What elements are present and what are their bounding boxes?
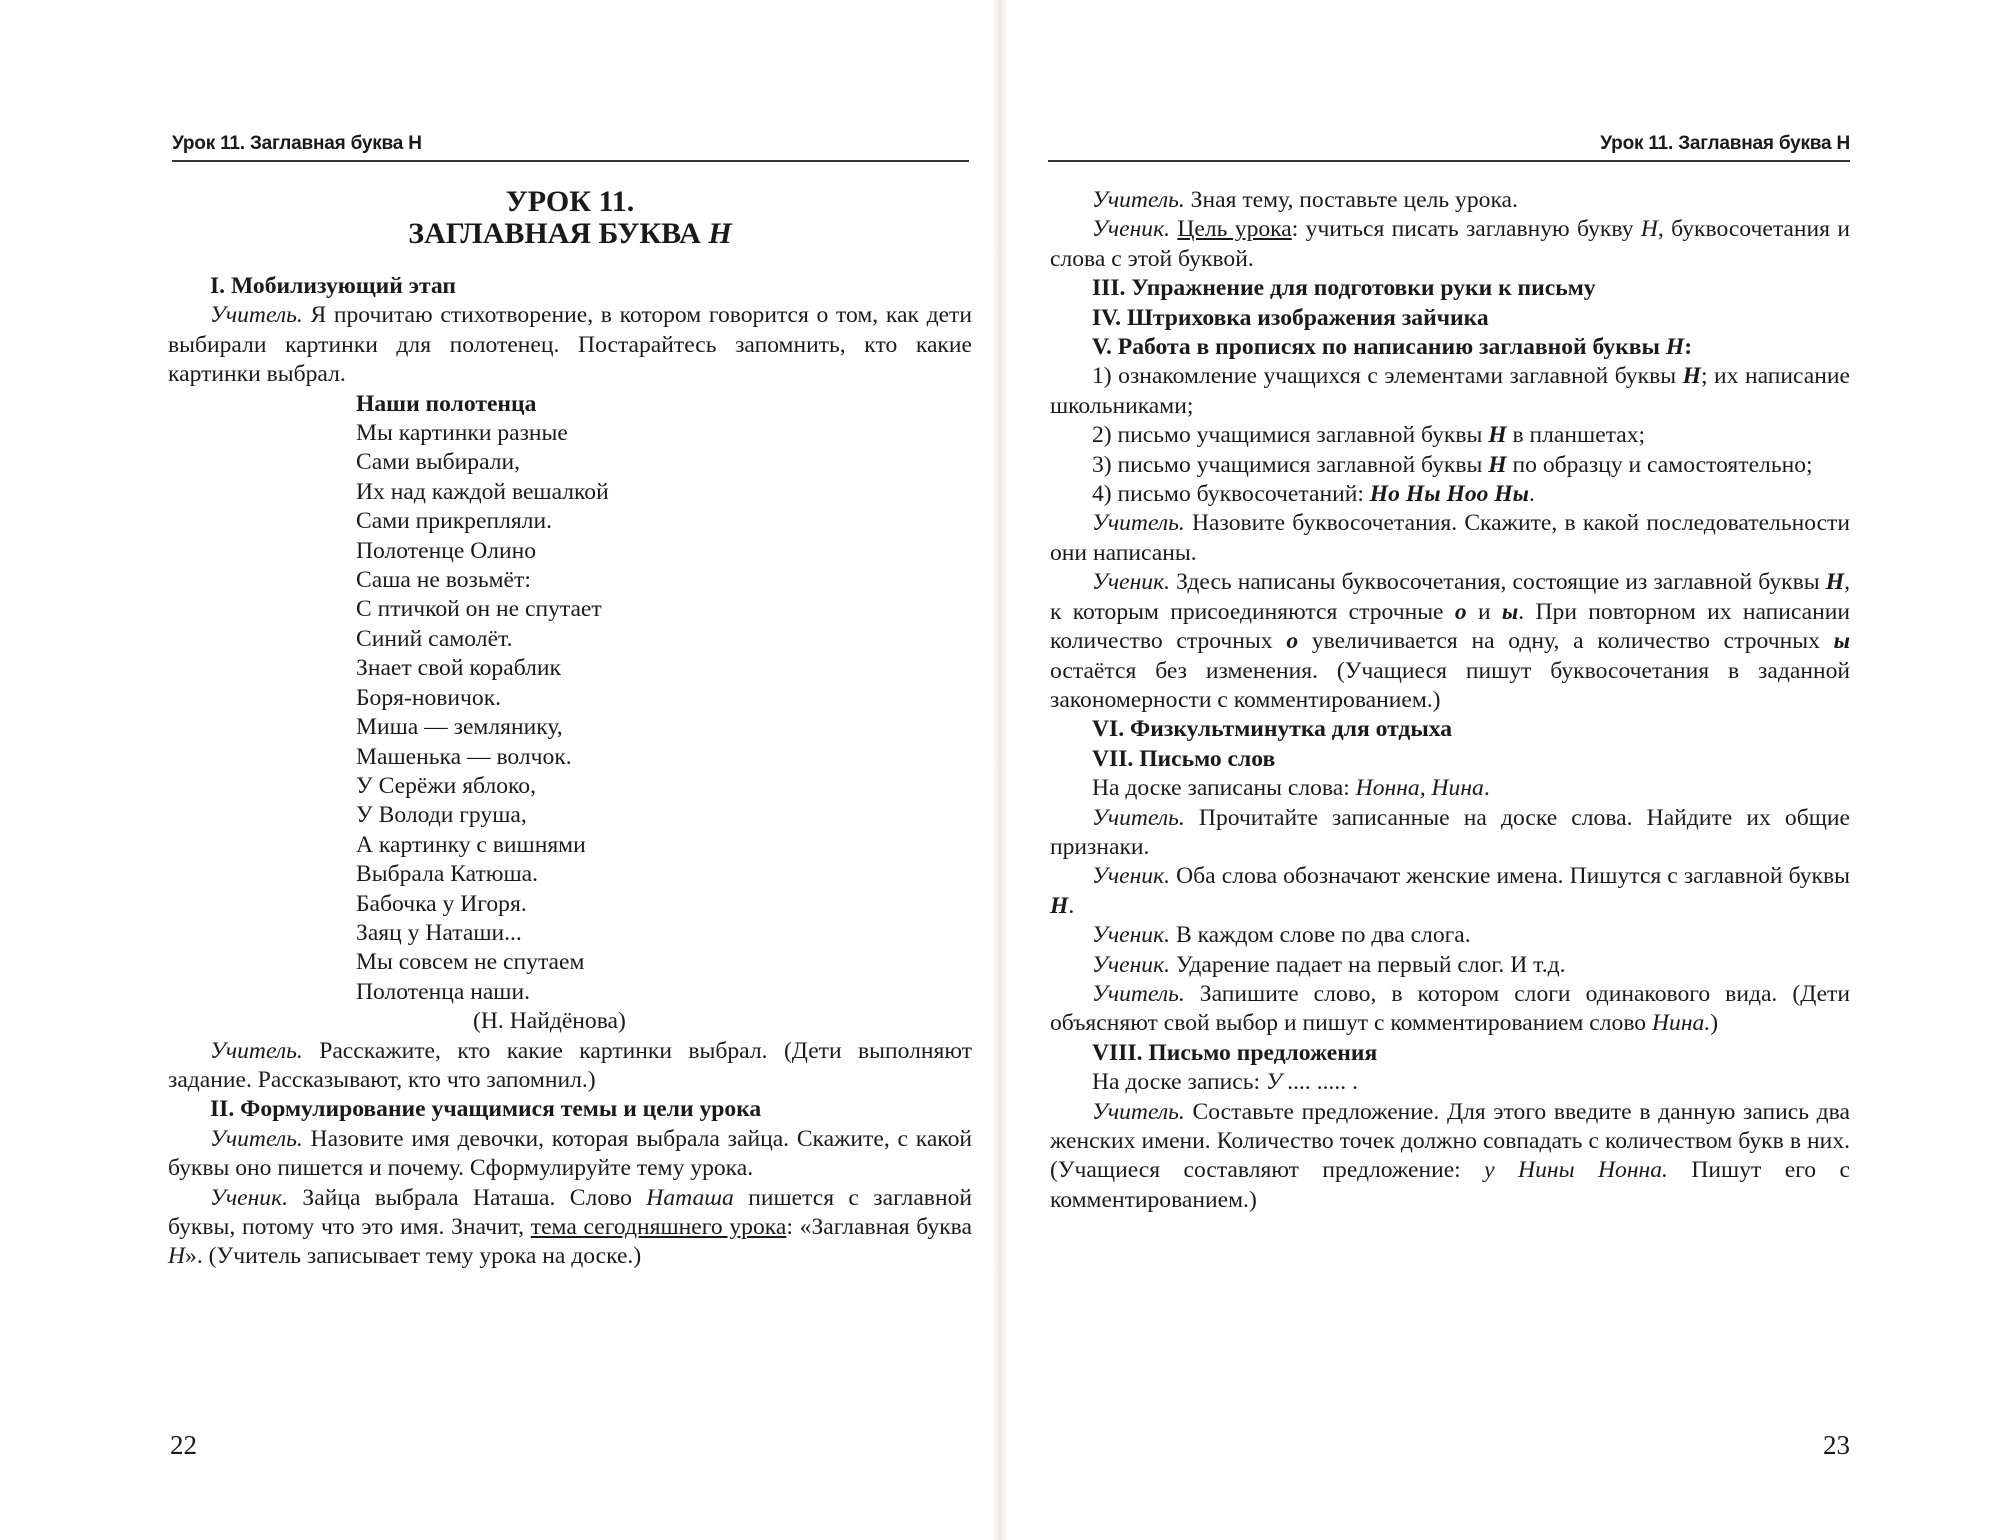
left-body	[168, 186, 972, 1272]
underlined-phrase: Цель урока	[1177, 216, 1292, 243]
poem-line: Полотенца наши.	[356, 978, 530, 1005]
section-heading-2: II. Формулирование учащимися темы и цели урока	[210, 1096, 762, 1123]
poem-line: Миша — землянику,	[356, 714, 563, 741]
speaker-label: Учитель.	[210, 1125, 303, 1152]
poem-line: А картинку с вишнями	[356, 831, 586, 858]
book-gutter	[992, 0, 1008, 1540]
header-rule-right	[1048, 160, 1850, 162]
poem-line: У Володи груша,	[356, 802, 527, 829]
speaker-label: Учитель.	[210, 1037, 303, 1064]
lesson-title-line2: ЗАГЛАВНАЯ БУКВА	[408, 217, 709, 250]
poem-line: Полотенце Олино	[356, 537, 537, 564]
lesson-title	[168, 186, 972, 250]
section-heading-7: VII. Письмо слов	[1092, 745, 1276, 772]
section-heading-1: I. Мобилизующий этап	[210, 273, 456, 299]
section-heading-3: III. Упражнение для подготовки руки к письму	[1092, 275, 1596, 302]
poem-line: Синий самолёт.	[356, 625, 513, 652]
paragraph-teacher-1: Учитель. Я прочитаю стихотворение, в котором говорится о том, как дети выбирали картинки для полотенец. Постарайтесь запомнить, кто какие картинки выбрал.	[168, 302, 972, 388]
poem-author: (Н. Найдёнова)	[473, 1008, 626, 1035]
poem	[168, 419, 972, 1037]
page-number-right: 23	[1823, 1430, 1850, 1460]
lesson-title-letter: Н	[708, 217, 732, 250]
right-page	[1000, 0, 2000, 1540]
poem-line: Машенька — волчок.	[356, 743, 572, 770]
paragraph-board-2: На доске запись: У .... ..... .	[1092, 1069, 1359, 1096]
speaker-label: Учитель.	[1092, 980, 1185, 1007]
speaker-label: Ученик.	[1092, 216, 1171, 243]
paragraph-teacher-7: Учитель. Запишите слово, в котором слоги одинакового вида. (Дети объясняют свой выбор и пишут с комментированием слово Нина.)	[1050, 980, 1850, 1037]
speaker-label: Учитель.	[1092, 510, 1185, 537]
paragraph-teacher-4: Учитель. Зная тему, поставьте цель урока.	[1092, 187, 1518, 213]
poem-line: Выбрала Катюша.	[356, 861, 538, 888]
speaker-label: Учитель.	[1092, 187, 1185, 213]
header-rule-left	[172, 160, 969, 162]
poem-line: Заяц у Наташи...	[356, 919, 522, 946]
paragraph-teacher-5: Учитель. Назовите буквосочетания. Скажите, в какой последовательности они написаны.	[1050, 510, 1850, 566]
paragraph-teacher-2: Учитель. Расскажите, кто какие картинки выбрал. (Дети выполняют задание. Рассказывают, кто что запомнил.)	[168, 1037, 972, 1093]
poem-line: Сами выбирали,	[356, 449, 521, 476]
list-item: 4) письмо буквосочетаний: Но Ны Ноо Ны.	[1092, 481, 1535, 508]
section-heading-8: VIII. Письмо предложения	[1092, 1039, 1378, 1066]
lesson-title-line1: УРОК 11.	[505, 185, 635, 218]
paragraph-teacher-8: Учитель. Составьте предложение. Для этого введите в данную запись два женских имени. Количество точек должно совпадать с количеством букв в них. (Учащиеся составляют предложение: у Нины Нонна. Пишут его с комментированием.)	[1050, 1098, 1851, 1213]
right-body	[1050, 186, 1850, 1215]
paragraph-teacher-6: Учитель. Прочитайте записанные на доске слова. Найдите их общие признаки.	[1050, 804, 1850, 860]
list-item: 3) письмо учащимися заглавной буквы Н по образцу и самостоятельно;	[1092, 451, 1813, 478]
poem-line: Сами прикрепляли.	[356, 508, 552, 535]
poem-line: Боря-новичок.	[356, 684, 502, 711]
running-head-right: Урок 11. Заглавная буква Н	[1600, 133, 1850, 154]
speaker-label: Ученик.	[1092, 922, 1171, 949]
list-item: 2) письмо учащимися заглавной буквы Н в планшетах;	[1092, 422, 1646, 449]
poem-line: Знает свой кораблик	[356, 655, 561, 682]
poem-line: Бабочка у Игоря.	[356, 890, 527, 917]
speaker-label: Ученик.	[1092, 863, 1171, 890]
running-head-left: Урок 11. Заглавная буква Н	[172, 133, 422, 154]
poem-line: Саша не возьмёт:	[356, 567, 531, 594]
speaker-label: Учитель.	[1092, 1098, 1185, 1125]
paragraph-student-6: Ученик. Ударение падает на первый слог. И т.д.	[1092, 951, 1566, 978]
speaker-label: Учитель.	[1092, 804, 1185, 831]
paragraph-student-5: Ученик. В каждом слове по два слога.	[1092, 922, 1471, 949]
poem-line: С птичкой он не спутает	[356, 596, 602, 623]
underlined-phrase: тема сегодняшнего урока	[530, 1214, 787, 1240]
section-heading-5: V. Работа в прописях по написанию заглавной буквы Н:	[1092, 334, 1693, 361]
paragraph-student-3: Ученик. Здесь написаны буквосочетания, состоящие из заглавной буквы Н, к которым присоединяются строчные о и ы. При повторном их написании количество строчных о увеличивается на одну, а количество строчных ы остаётся без изменения. (Учащиеся пишут буквосочетания в заданной закономерности с комментированием.)	[1050, 569, 1850, 713]
section-heading-6: VI. Физкультминутка для отдыха	[1092, 716, 1453, 743]
paragraph-student-4: Ученик. Оба слова обозначают женские имена. Пишутся с заглавной буквы Н.	[1050, 863, 1850, 919]
speaker-label: Ученик.	[210, 1184, 289, 1211]
paragraph-teacher-3: Учитель. Назовите имя девочки, которая выбрала зайца. Скажите, с какой буквы оно пишется и почему. Сформулируйте тему урока.	[168, 1125, 972, 1182]
section-heading-4: IV. Штриховка изображения зайчика	[1092, 304, 1489, 331]
speaker-label: Ученик.	[1092, 569, 1171, 596]
poem-line: Их над каждой вешалкой	[356, 478, 609, 505]
poem-line: Мы совсем не спутаем	[356, 949, 585, 976]
poem-title: Наши полотенца	[356, 390, 537, 417]
poem-line: Мы картинки разные	[356, 420, 568, 447]
list-item: 1) ознакомление учащихся с элементами заглавной буквы Н; их написание школьниками;	[1050, 363, 1850, 419]
paragraph-student-1: Ученик. Зайца выбрала Наташа. Слово Наташа пишется с заглавной буквы, потому что это имя. Значит, тема сегодняшнего урока: «Заглавная буква Н». (Учитель записывает тему урока на доске.)	[168, 1184, 972, 1270]
speaker-label: Учитель.	[210, 302, 303, 329]
poem-line: У Серёжи яблоко,	[356, 772, 536, 799]
paragraph-board-1: На доске записаны слова: Нонна, Нина.	[1092, 775, 1490, 802]
speaker-label: Ученик.	[1092, 951, 1171, 978]
paragraph-student-2: Ученик. Цель урока: учиться писать заглавную букву Н, буквосочетания и слова с этой буквой.	[1050, 216, 1850, 272]
page-number-left: 22	[170, 1430, 197, 1460]
